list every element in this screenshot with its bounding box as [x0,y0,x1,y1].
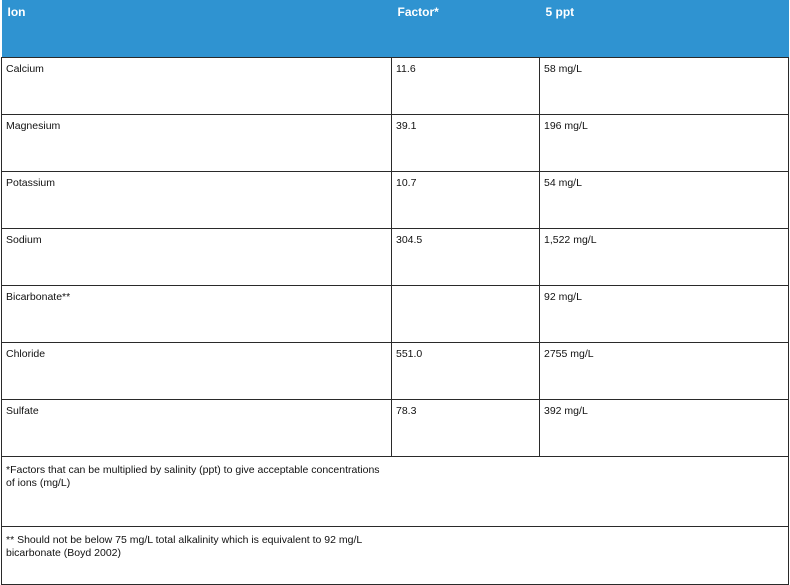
cell-factor: 39.1 [392,114,540,171]
footnote-bicarbonate: ** Should not be below 75 mg/L total alkalinity which is equivalent to 92 mg/L bicarbonate (Boyd 2002) [6,533,362,559]
table-row [2,57,789,114]
footnote-bicarbonate-cell [2,526,789,584]
table-row [2,399,789,456]
footnote-factor: *Factors that can be multiplied by salinity (ppt) to give acceptable concentrations of ions (mg/L) [6,463,380,489]
cell-factor: 304.5 [392,228,540,285]
header-5ppt: 5 ppt [540,0,789,57]
cell-ion: Calcium [2,57,392,114]
cell-ion: Magnesium [2,114,392,171]
header-factor: Factor* [392,0,540,57]
cell-5ppt: 392 mg/L [540,399,789,456]
cell-factor: 551.0 [392,342,540,399]
cell-5ppt: 58 mg/L [540,57,789,114]
table-row [2,285,789,342]
cell-5ppt: 196 mg/L [540,114,789,171]
cell-factor: 78.3 [392,399,540,456]
table-row [2,228,789,285]
cell-ion: Sodium [2,228,392,285]
cell-5ppt: 2755 mg/L [540,342,789,399]
cell-5ppt: 54 mg/L [540,171,789,228]
cell-ion: Chloride [2,342,392,399]
header-row [2,0,789,57]
footnote-factor-cell [2,456,789,526]
ion-concentration-table [1,0,789,585]
cell-5ppt: 92 mg/L [540,285,789,342]
table-row [2,114,789,171]
cell-ion: Potassium [2,171,392,228]
cell-factor: 10.7 [392,171,540,228]
cell-ion: Sulfate [2,399,392,456]
table-body [2,57,789,584]
header-ion: Ion [2,0,392,57]
cell-factor: 11.6 [392,57,540,114]
cell-ion: Bicarbonate** [2,285,392,342]
table-row [2,342,789,399]
table-row [2,171,789,228]
table-header [2,0,789,57]
cell-factor [392,285,540,342]
footnote-row [2,456,789,526]
cell-5ppt: 1,522 mg/L [540,228,789,285]
footnote-row [2,526,789,584]
